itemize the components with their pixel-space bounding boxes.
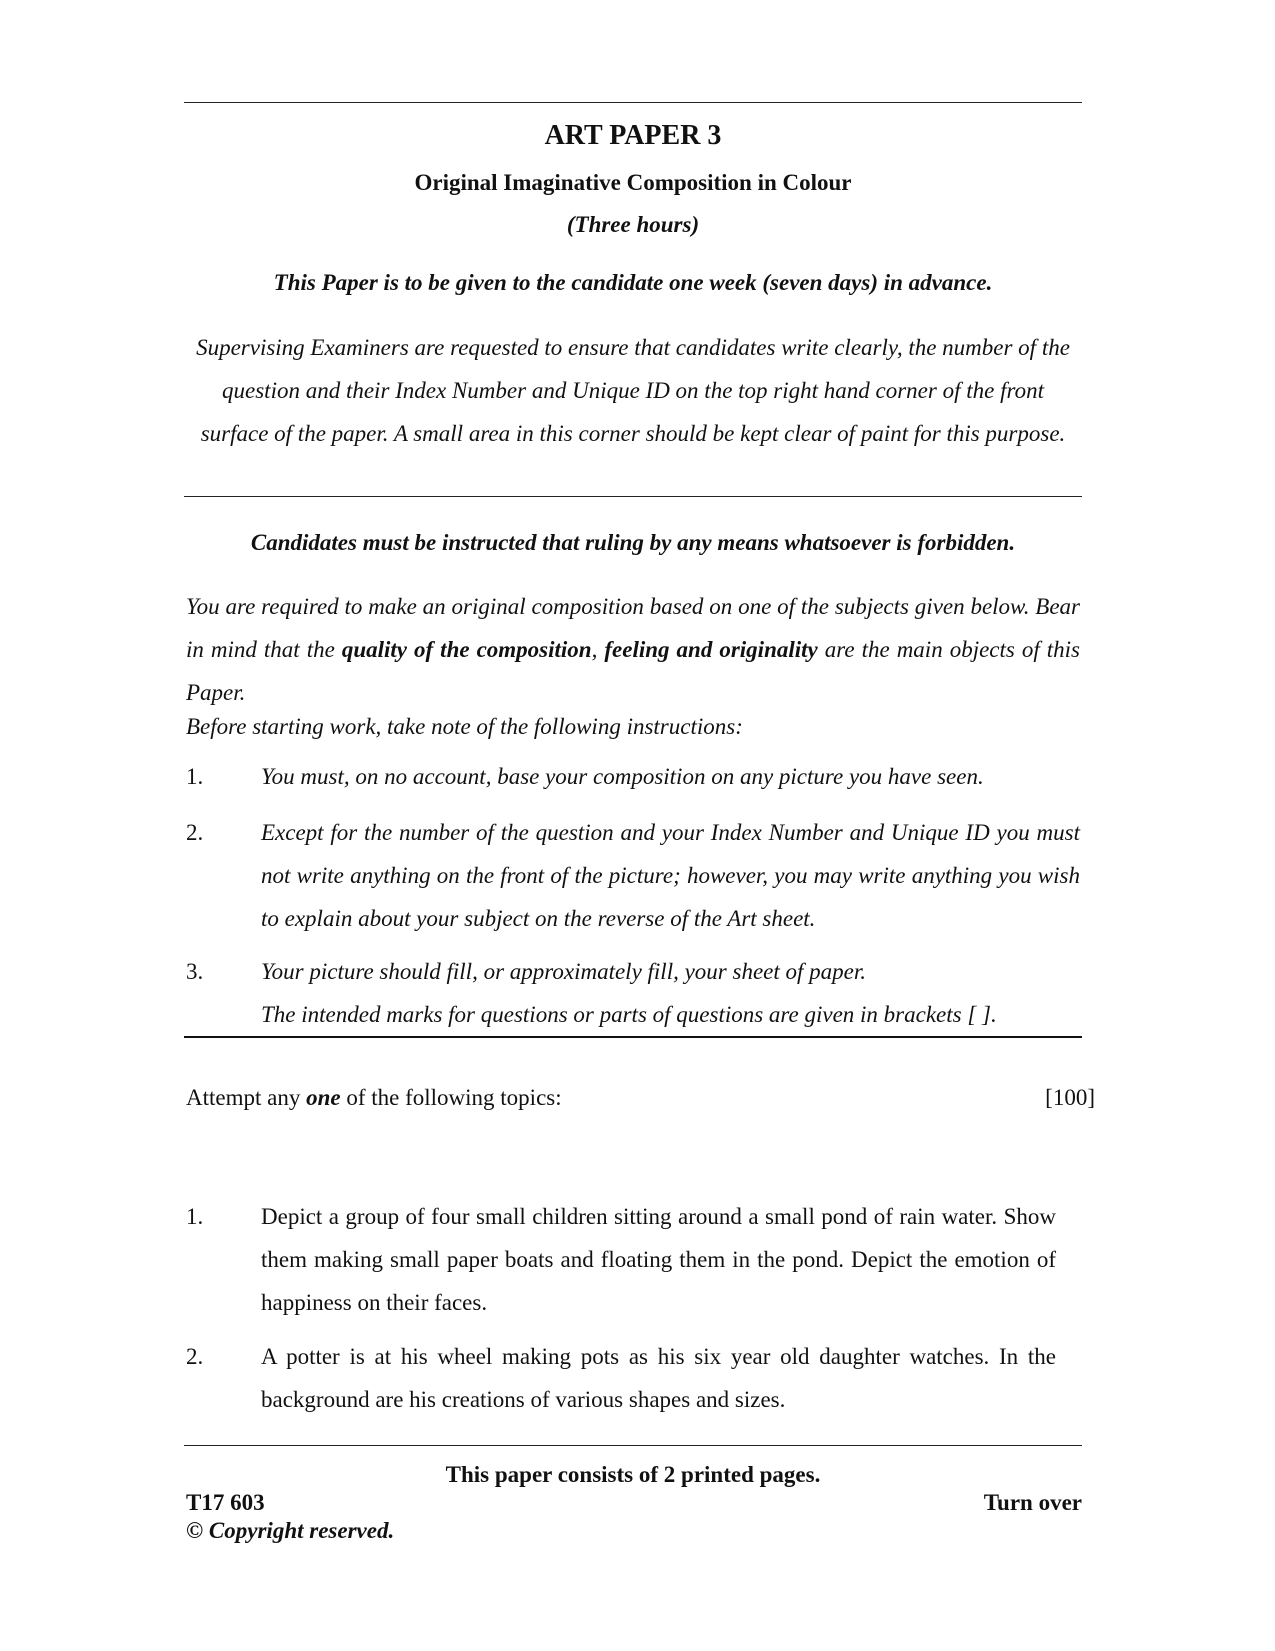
topic-text: Depict a group of four small children sitting around a small pond of rain water. Show them making small paper boats and floating them in the pond. Depict the emotion of happiness on their faces. bbox=[261, 1204, 1056, 1315]
paper-duration: (Three hours) bbox=[566, 212, 700, 237]
intro-emphasis-2: feeling and originality bbox=[604, 637, 818, 662]
instruction-number: 2. bbox=[186, 820, 204, 845]
topic-text: A potter is at his wheel making pots as his six year old daughter watches. In the background are his creations of various shapes and sizes. bbox=[261, 1344, 1056, 1412]
topic-item bbox=[186, 1335, 1056, 1421]
attempt-emphasis: one bbox=[306, 1085, 341, 1110]
intro-separator: , bbox=[591, 637, 605, 662]
ruling-notice: Candidates must be instructed that ruling by any means whatsoever is forbidden. bbox=[250, 530, 1016, 555]
instruction-text: Your picture should fill, or approximately fill, your sheet of paper. bbox=[261, 959, 867, 984]
footer-rule bbox=[184, 1445, 1082, 1446]
attempt-line bbox=[186, 1085, 562, 1111]
instruction-number: 1. bbox=[186, 764, 204, 789]
intro-emphasis-1: quality of the composition bbox=[341, 637, 592, 662]
instruction-marks-note: The intended marks for questions or parts of questions are given in brackets [ ]. bbox=[261, 1002, 997, 1027]
instructions-end-rule bbox=[184, 1036, 1082, 1038]
instruction-item bbox=[186, 950, 1080, 1036]
topic-number: 1. bbox=[186, 1204, 204, 1229]
paper-title: ART PAPER 3 bbox=[544, 120, 722, 151]
attempt-prefix: Attempt any bbox=[186, 1085, 307, 1110]
instruction-text: Except for the number of the question and your Index Number and Unique ID you must not write anything on the front of the picture; however, you may write anything you wish to explain about your subject on the reverse of the Art sheet. bbox=[261, 820, 1080, 931]
topic-item bbox=[186, 1195, 1056, 1324]
printed-pages-note: This paper consists of 2 printed pages. bbox=[445, 1462, 821, 1487]
intro-paragraph bbox=[186, 585, 1080, 714]
instruction-item bbox=[186, 755, 1080, 798]
intro-text-1: You are required to make an original composition based on one of the subjects given below. Bear in mind that the bbox=[186, 594, 1080, 662]
total-marks: [100] bbox=[1045, 1085, 1095, 1110]
copyright-notice: © Copyright reserved. bbox=[186, 1518, 395, 1543]
intro-text-2: are the main objects of this Paper. bbox=[186, 637, 1080, 705]
instruction-item bbox=[186, 811, 1080, 940]
instruction-number: 3. bbox=[186, 959, 204, 984]
topic-number: 2. bbox=[186, 1344, 204, 1369]
attempt-suffix: of the following topics: bbox=[340, 1085, 562, 1110]
paper-subtitle: Original Imaginative Composition in Colour bbox=[414, 170, 852, 195]
paper-code: T17 603 bbox=[186, 1490, 265, 1515]
instruction-text: You must, on no account, base your composition on any picture you have seen. bbox=[261, 764, 984, 789]
advance-notice: This Paper is to be given to the candidate one week (seven days) in advance. bbox=[273, 270, 993, 295]
supervising-notice: Supervising Examiners are requested to ensure that candidates write clearly, the number of the question and their Index Number and Unique ID on the top right hand corner of the front surface of the paper. A small area in this corner should be kept clear of paint for this purpose. bbox=[196, 335, 1070, 446]
turn-over-label: Turn over bbox=[983, 1490, 1082, 1515]
top-rule bbox=[184, 102, 1082, 103]
section-rule bbox=[184, 496, 1082, 497]
instructions-lead: Before starting work, take note of the following instructions: bbox=[186, 714, 743, 739]
